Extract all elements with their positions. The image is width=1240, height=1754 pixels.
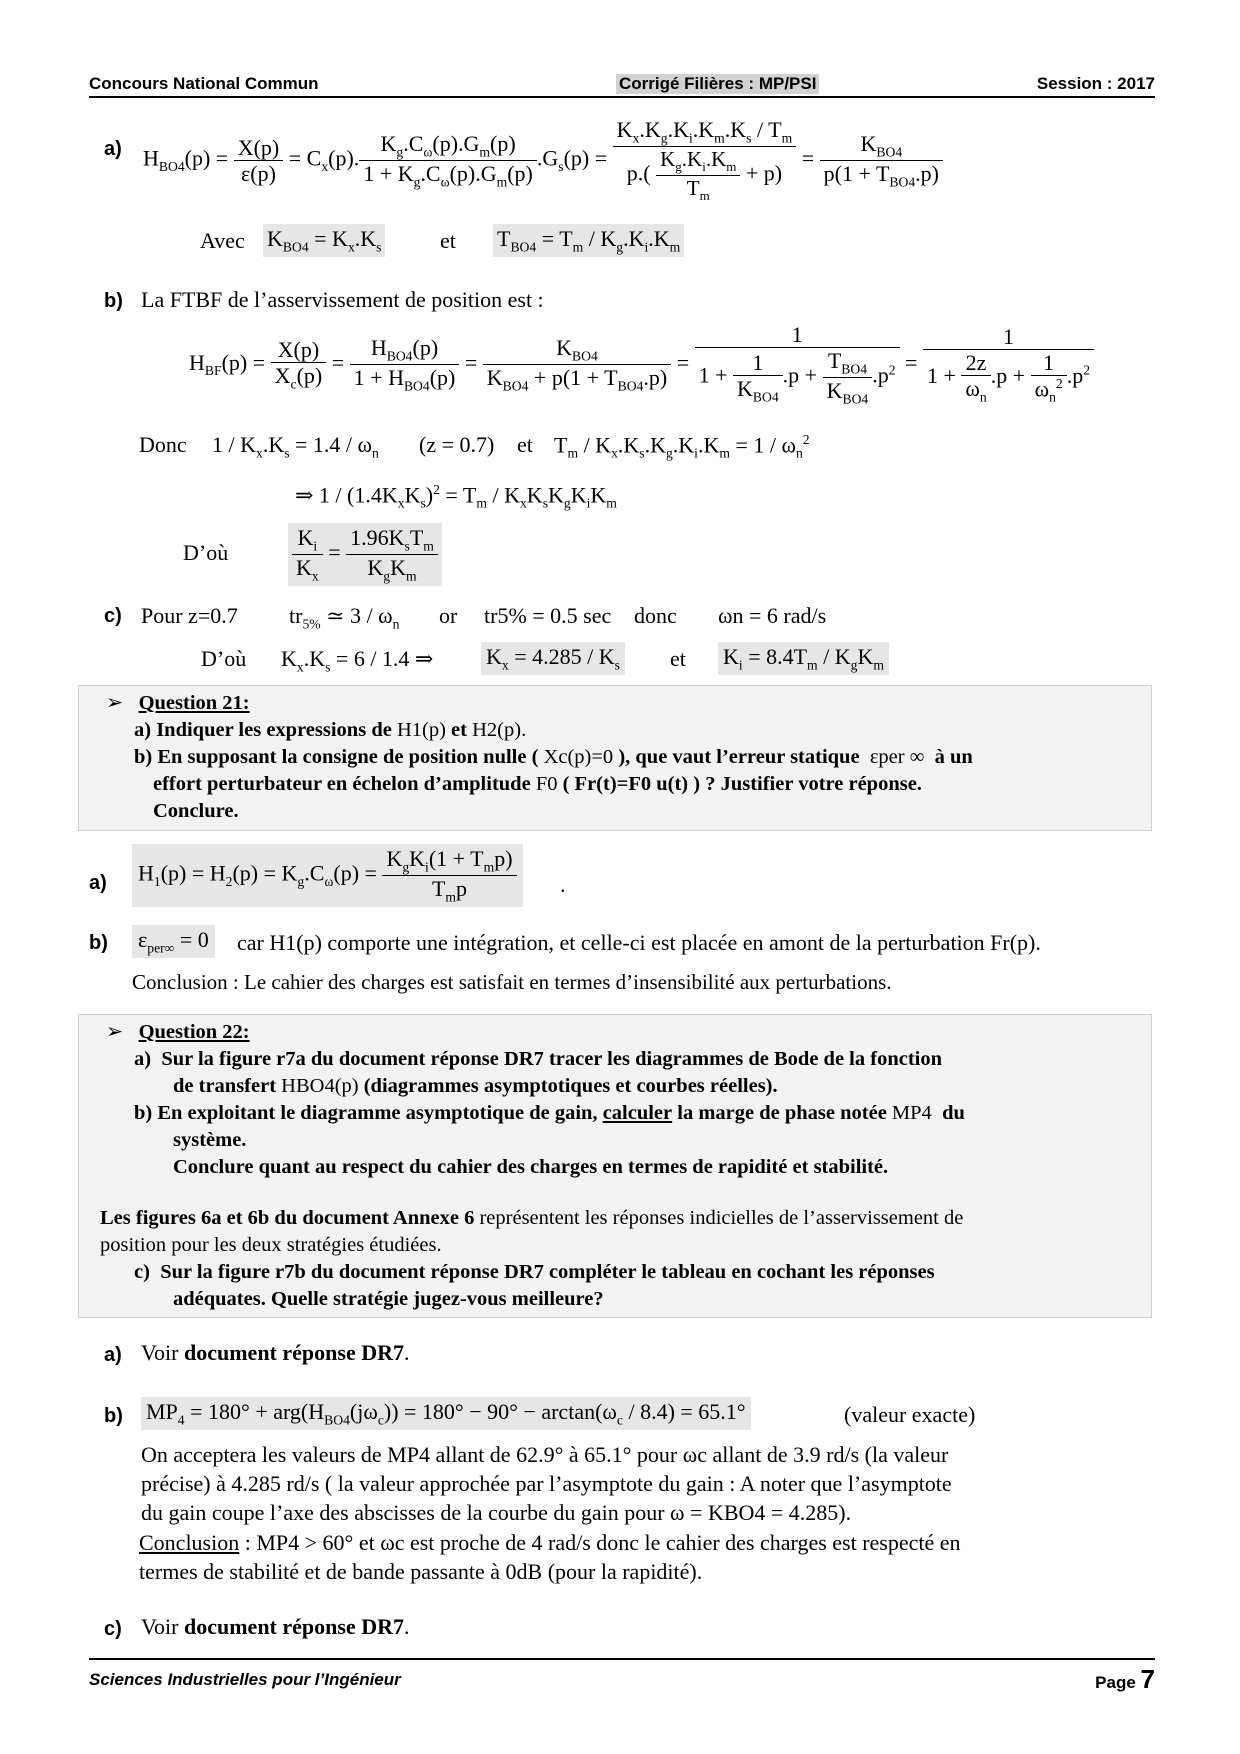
question-21-b-line1 [134, 744, 973, 771]
q21-a-label: a) [134, 719, 152, 741]
c-dou-text: D’où [201, 646, 247, 671]
q21-b-text1: En supposant la consigne de position nulle ( [157, 746, 539, 768]
figures-rest: représentent les réponses indicielles de l’asservissement de [479, 1207, 964, 1229]
tr-value: tr5% = 0.5 sec [484, 603, 612, 628]
kxks-equation: $K_x.K_s = 6 / 1.4$ ⇒ [281, 646, 434, 675]
damping-condition: (z = 0.7) [419, 432, 495, 457]
label-a-21: a) [89, 872, 107, 894]
q22-a-line1: Sur la figure r7a du document réponse DR7 tracer les diagrammes de Bode de la fonction [161, 1048, 942, 1070]
q21-b-line2a: effort perturbateur en échelon d’amplitude [153, 773, 531, 795]
equation-implies: ⇒ $1 / (1.4K_xK_s)^2 = T_m / K_xK_sK_gK_iK_m$ [295, 482, 617, 511]
question-22-b-line2 [173, 1127, 246, 1154]
equation-hbf: $H_{BF}(p)$ = $\frac{X(p)}{X_c(p)}$ = $\frac{H_{BO4}(p)}{1 + H_{BO4}(p)}$ = $\frac{K_{BO4}}{K_{BO4} + p(1 + T_{BO4}.p)}$ = 1 1 + $\frac{1}{K_{BO4}}$ .p + $\frac{T_{BO4}}{K_{BO4}}$ $.p^2$ = 1 1 + $\frac{2z}{\omega_n}$ .p + $\frac{1}{\omega_n^2}$ $.p^2$ [189, 322, 1094, 407]
question-21-a [134, 717, 526, 744]
arrow-bullet-icon: ➢ [106, 1021, 124, 1043]
c-et-text: et [670, 646, 686, 671]
q22-a-voir: Voir [141, 1340, 179, 1365]
q21-b-line3: Conclure. [153, 800, 239, 822]
question-21-b-line3 [153, 798, 239, 825]
tr-approx: $tr_{5\%}$ ≃ $3 / \omega_n$ [289, 603, 400, 632]
q21-b-eps: εper ∞ [869, 746, 925, 768]
q22-answer-a: Voir document réponse DR7. [141, 1340, 410, 1365]
q21-a-et: et [451, 719, 467, 741]
c-donc-text: donc [634, 603, 677, 628]
q22-b-line2: système. [173, 1129, 247, 1151]
q22-b-calc: calculer [602, 1102, 673, 1124]
q22-a-label: a) [134, 1048, 152, 1070]
page-number: 7 [1140, 1664, 1155, 1694]
tbo4-definition: $T_{BO4} = T_m / K_g.K_i.K_m$ [493, 224, 684, 257]
q21-b-line2b: ? Justifier votre réponse. [705, 773, 922, 795]
ki-kx-result: $\frac{K_i}{K_x}$ = $\frac{1.96K_sT_m}{K_gK_m}$ [288, 523, 442, 586]
q22-b-line3: Conclure quant au respect du cahier des charges en termes de rapidité et stabilité. [173, 1156, 889, 1178]
q21-b-text3: à un [934, 746, 973, 768]
q21-b-label: b) [134, 746, 153, 768]
q22-c-line1: Sur la figure r7b du document réponse DR7 compléter le tableau en cochant les réponses [160, 1261, 935, 1283]
q21-b-text2: ), que vaut l’erreur statique [618, 746, 860, 768]
figures-bold: Les figures 6a et 6b du document Annexe 6 [100, 1207, 475, 1229]
equation-h1-h2: $H_1(p) = H_2(p) = K_g.C_\omega(p)$ = $\frac{K_gK_i(1 + T_mp)}{T_mp}$ [132, 844, 523, 907]
period-mark: . [560, 872, 566, 897]
q22-c-label: c) [134, 1261, 150, 1283]
q22-c-voir: Voir [141, 1614, 179, 1639]
et-text: et [440, 228, 456, 253]
q21-conclusion: Conclusion : Le cahier des charges est satisfait en termes d’insensibilité aux perturbations. [132, 970, 892, 994]
q22-a-doc: document réponse DR7 [184, 1340, 404, 1365]
wn-value: ωn = 6 rad/s [718, 603, 827, 628]
mp4-equation: $MP_4 = 180^\circ + arg(H_{BO4}(j\omega_c)) = 180^\circ - 90^\circ - \arctan(\omega_c / 8.4) = 65.1^\circ$ [141, 1397, 751, 1430]
q22-answer-c: Voir document réponse DR7. [141, 1614, 410, 1639]
donc-text: Donc [139, 432, 187, 457]
header-center: Corrigé Filières : MP/PSI [616, 74, 819, 94]
q22-b-line1c: du [942, 1102, 965, 1124]
q22-c-doc: document réponse DR7 [184, 1614, 404, 1639]
q22-b-para2: précise) à 4.285 rd/s ( la valeur approchée par l’asymptote du gain : A noter que l’asymptote [141, 1471, 952, 1496]
q22-b-conclusion-2: termes de stabilité et de bande passante à 0dB (pour la rapidité). [139, 1559, 703, 1584]
question-22-title: Question 22: [138, 1021, 250, 1043]
pour-z-text: Pour z=0.7 [141, 603, 238, 628]
q22-a-line2b: (diagrammes asymptotiques et courbes réelles). [363, 1075, 778, 1097]
page-footer [89, 1658, 1155, 1700]
header-right: Session : 2017 [1036, 74, 1155, 93]
q22-b-label: b) [134, 1102, 153, 1124]
question-21-b-line2 [153, 771, 922, 798]
q22-b-para3: du gain coupe l’axe des abscisses de la courbe du gain pour ω = KBO4 = 4.285). [141, 1500, 852, 1525]
kbo4-definition: $K_{BO4} = K_x.K_s$ [263, 224, 385, 257]
question-22-b-line3 [173, 1154, 888, 1181]
question-21-title: Question 21: [138, 692, 250, 714]
equation-donc-2: $T_m / K_x.K_s.K_g.K_i.K_m = 1 / \omega_n^2$ [554, 432, 810, 461]
exact-value-note: (valeur exacte) [844, 1402, 976, 1427]
arrow-bullet-icon: ➢ [106, 692, 124, 714]
conclusion-label: Conclusion [139, 1530, 240, 1555]
or-text: or [439, 603, 458, 628]
q21-b-answer: car H1(p) comporte une intégration, et celle-ci est placée en amont de la perturbation Fr(p). [237, 930, 1041, 955]
question-22-c-line2: adéquates. Quelle stratégie jugez-vous meilleure? [173, 1288, 604, 1310]
label-c-20: c) [104, 605, 122, 627]
q22-a-line2a: de transfert [173, 1075, 277, 1097]
question-21-heading [106, 690, 250, 717]
question-22-a-line1 [134, 1046, 942, 1073]
ftbf-intro: La FTBF de l’asservissement de position est : [141, 287, 544, 312]
question-21-box [78, 685, 1152, 831]
label-a-22: a) [104, 1344, 122, 1366]
footer-left: Sciences Industrielles pour l’Ingénieur [89, 1670, 401, 1689]
page-number-block [1095, 1664, 1155, 1695]
label-b-21: b) [89, 932, 108, 954]
question-22-heading [106, 1019, 250, 1046]
conclusion-text: : MP4 > 60° et ωc est proche de 4 rad/s donc le cahier des charges est respecté en [244, 1530, 961, 1555]
q21-b-xc: Xc(p)=0 [543, 746, 614, 768]
q22-a-hbo4: HBO4(p) [281, 1075, 359, 1097]
q21-a-text: Indiquer les expressions de [156, 719, 392, 741]
donc-et-text: et [517, 432, 533, 457]
figures-line1 [100, 1205, 963, 1232]
q22-b-line1a: En exploitant le diagramme asymptotique de gain, [157, 1102, 598, 1124]
q21-a-h2: H2(p). [472, 719, 527, 741]
equation-donc-1: $1 / K_x.K_s = 1.4 / \omega_n$ [212, 432, 379, 461]
q22-b-para1: On acceptera les valeurs de MP4 allant de 62.9° à 65.1° pour ωc allant de 3.9 rd/s (la valeur [141, 1442, 949, 1467]
page-header [89, 74, 1155, 98]
avec-text: Avec [200, 228, 245, 253]
dou-text: D’où [183, 540, 229, 565]
question-22-box [78, 1014, 1152, 1318]
page-label: Page [1095, 1673, 1136, 1692]
label-b-22: b) [104, 1405, 123, 1427]
question-22-b-line1 [134, 1100, 965, 1127]
q21-b-f0: F0 [535, 773, 558, 795]
kx-result: $K_x = 4.285 / K_s$ [481, 642, 625, 675]
static-error-result: $\varepsilon_{per\infty} = 0$ [132, 925, 215, 958]
q22-b-conclusion [139, 1530, 961, 1556]
question-22-a-line2 [173, 1073, 778, 1100]
question-22-c-line1 [134, 1259, 935, 1286]
equation-hbo4: $H_{BO4}(p)$ = $\frac{X(p)}{\varepsilon(p)}$ = $C_x(p)$. $\frac{K_g.C_\omega(p).G_m(p)}{1 + K_g.C_\omega(p).G_m(p)}$ $.G_s(p)$ = $K_x.K_g.K_i.K_m.K_s / T_m$ p.( $\frac{K_g.K_i.K_m}{T_m}$ + p) = $\frac{K_{BO4}}{p(1 + T_{BO4}.p)}$ [143, 117, 943, 204]
q21-a-h1: H1(p) [396, 719, 446, 741]
label-c-22: c) [104, 1618, 122, 1640]
q22-b-line1b: la marge de phase notée [677, 1102, 887, 1124]
label-b-20: b) [104, 290, 123, 312]
q22-b-mp4: MP4 [891, 1102, 932, 1124]
q21-b-fr: ( Fr(t)=F0 u(t) ) [562, 773, 701, 795]
header-left: Concours National Commun [89, 74, 319, 93]
figures-line2: position pour les deux stratégies étudiées. [100, 1234, 442, 1256]
ki-result: $K_i = 8.4T_m / K_gK_m$ [718, 642, 889, 675]
label-a-20: a) [104, 138, 122, 160]
